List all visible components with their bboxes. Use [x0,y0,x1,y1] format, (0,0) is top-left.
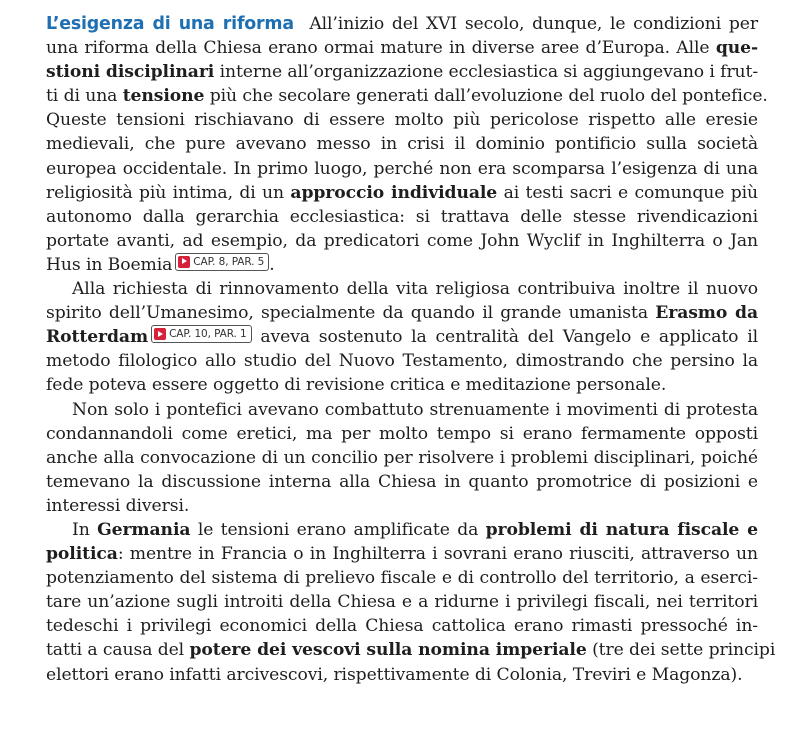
text-line [46,566,758,590]
text-line [46,253,758,277]
text-span: autonomo dalla gerarchia ecclesiastica: si trattava delle stesse rivendicazioni [46,206,758,227]
reference-label: CAP. 10, PAR. 1 [169,328,247,341]
bold-term: tensione [122,86,205,107]
text-line [46,205,758,229]
text-line [46,277,758,301]
text-span: condannandoli come eretici, ma per molto tempo si erano fermamente opposti [46,423,758,444]
text-line [46,349,758,373]
text-line [46,157,758,181]
text-span: In [72,519,90,540]
text-span: . [269,254,275,275]
text-line [46,518,758,542]
text-span: Non solo i pontefici avevano combattuto strenuamente i movimenti di protesta [72,399,758,420]
text-span: medievali, che pure avevano messo in crisi il dominio pontificio sulla società [46,134,758,155]
text-line [46,229,758,253]
text-span: Queste tensioni rischiavano di essere molto più pericolose rispetto alle eresie [46,110,758,131]
bold-term: Rotterdam [46,327,149,348]
text-span: anche alla convocazione di un concilio per risolvere i problemi disciplinari, poiché [46,447,758,468]
text-line [46,590,758,614]
bold-term: potere dei vescovi sulla nomina imperiale [189,640,587,661]
text-page [46,12,776,687]
section-heading: L’esigenza di una riforma [46,14,294,34]
text-span: potenziamento del sistema di prelievo fiscale e di controllo del territorio, a eserci- [46,568,758,589]
text-line [46,663,758,687]
text-line [46,614,758,638]
text-span: interne all’organizzazione ecclesiastica si aggiungevano i frut- [219,62,759,83]
text-span: le tensioni erano amplificate da [197,519,479,540]
text-span: elettori erano infatti arcivescovi, rispettivamente di Colonia, Treviri e Magonza). [46,664,743,685]
bold-term: problemi di natura fiscale e [485,519,758,540]
text-span: tedeschi i privilegi economici della Chiesa cattolica erano rimasti pressoché in- [46,616,758,637]
text-span: All’inizio del XVI secolo, dunque, le condizioni per [309,14,758,34]
chapter-reference-link[interactable] [151,325,252,343]
bold-term: politica [46,544,118,565]
text-span: aveva sostenuto la centralità del Vangelo e applicato il [260,327,758,348]
text-line [46,301,758,325]
bold-term: stioni disciplinari [46,62,215,83]
text-line [46,132,758,156]
text-line [46,84,768,108]
arrow-right-icon [154,328,166,340]
text-line [46,542,758,566]
text-line [46,325,758,349]
bold-term: approccio individuale [290,182,498,203]
text-span: ai testi sacri e comunque più [503,182,759,203]
text-span: spirito dell’Umanesimo, specialmente da quando il grande umanista [46,303,648,324]
text-line [46,422,758,446]
text-span: Hus in Boemia [46,254,173,275]
text-line [46,36,758,60]
text-line [46,494,758,518]
text-span: interessi diversi. [46,495,190,516]
text-span: europea occidentale. In primo luogo, perché non era scomparsa l’esigenza di una [46,158,758,179]
arrow-right-icon [178,256,190,268]
text-line [46,60,758,84]
text-line [46,638,776,662]
text-line [46,181,758,205]
text-line [46,12,758,36]
text-span: più che secolare generati dall’evoluzione del ruolo del pontefice. [209,86,768,107]
text-span: una riforma della Chiesa erano ormai mature in diverse aree d’Europa. Alle [46,38,710,59]
text-line [46,398,758,422]
text-span: portate avanti, ad esempio, da predicatori come John Wyclif in Inghilterra o Jan [46,230,758,251]
text-span: tatti a causa del [46,640,185,661]
bold-term: Erasmo da [655,303,758,324]
chapter-reference-link[interactable] [175,253,269,271]
text-line [46,470,758,494]
text-span: tare un’azione sugli introiti della Chiesa e a ridurne i privilegi fiscali, nei territori [46,592,758,613]
text-span: Alla richiesta di rinnovamento della vita religiosa contribuiva inoltre il nuovo [72,279,758,300]
reference-label: CAP. 8, PAR. 5 [193,255,265,268]
bold-term: Germania [97,519,191,540]
text-line [46,373,758,397]
text-span: (tre dei sette principi [592,640,776,661]
text-span: religiosità più intima, di un [46,182,284,203]
text-span: metodo filologico allo studio del Nuovo Testamento, dimostrando che persino la [46,351,758,372]
text-line [46,108,758,132]
text-line [46,446,758,470]
text-span: temevano la discussione interna alla Chiesa in quanto promotrice di posizioni e [46,471,758,492]
text-span: : mentre in Francia o in Inghilterra i sovrani erano riusciti, attraverso un [117,544,758,565]
text-span: ti di una [46,86,118,107]
bold-term: que- [715,38,758,59]
text-span: fede poteva essere oggetto di revisione critica e meditazione personale. [46,375,667,396]
